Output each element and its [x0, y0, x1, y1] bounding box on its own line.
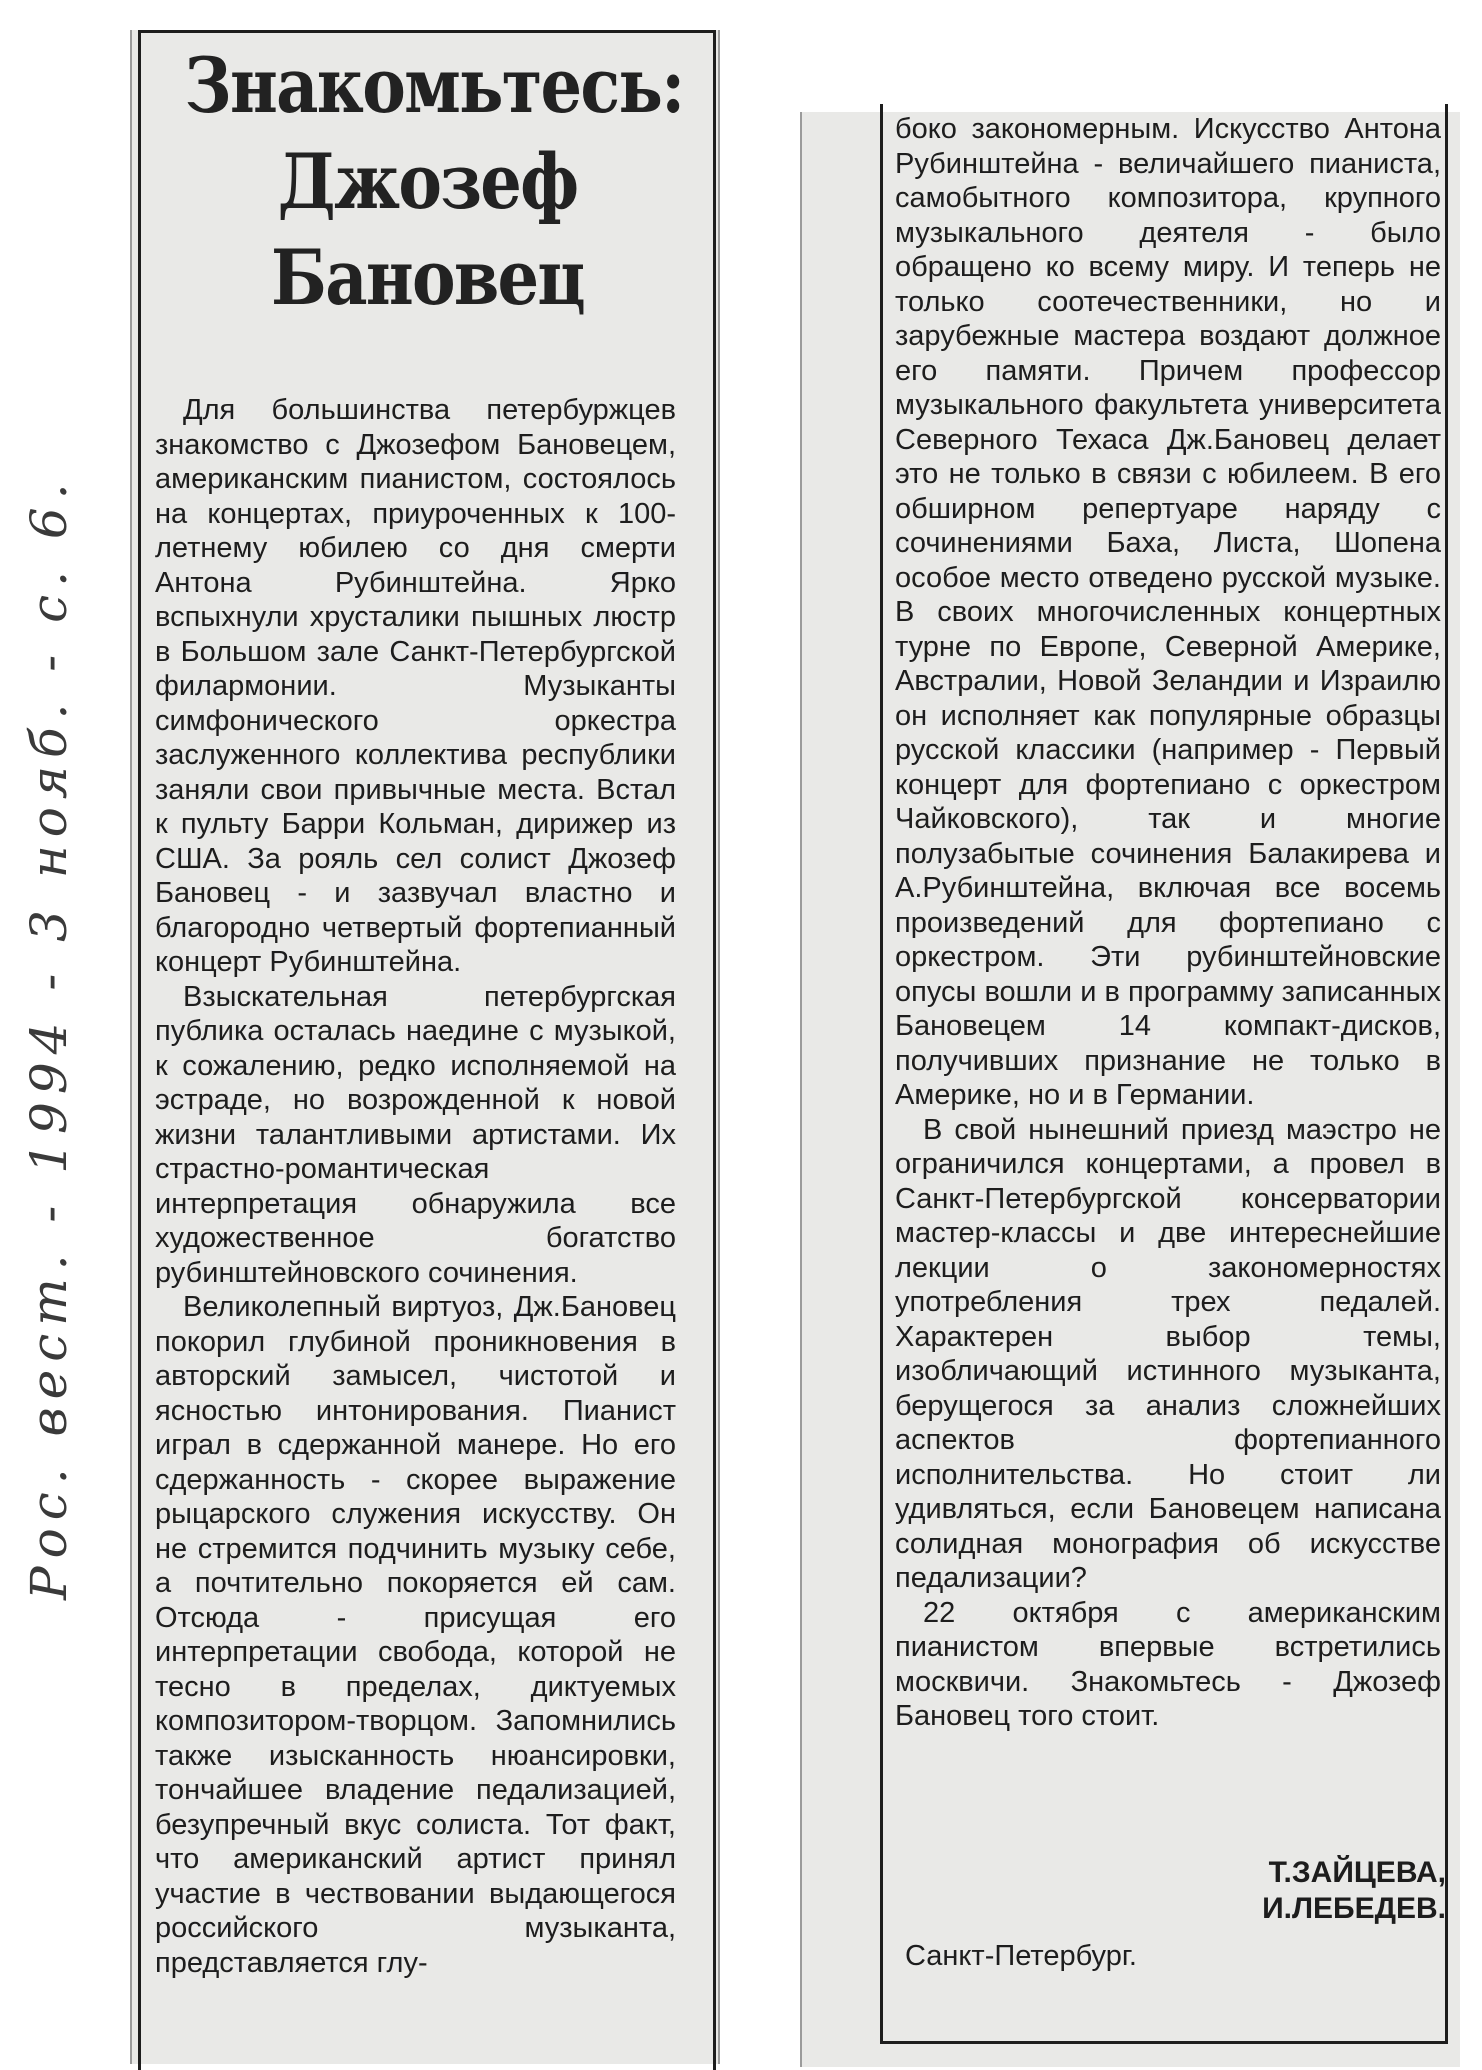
headline-line-2: Джозеф [277, 137, 578, 226]
paragraph-audience: Взыскательная петербургская публика осталась наедине с музыкой, к сожалению, редко исполняемой на эстраде, но возрожденной к новой жизни талантливыми артистами. Их страстно-романтическая интерпретация обнаружила все художественное богатство рубинштейновского сочинения. [155, 980, 676, 1289]
paragraph-virtuoso: Великолепный виртуоз, Дж.Бановец покорил глубиной проникновения в авторский замысел, чистотой и ясностью интонирования. Пианист играл в сдержанной манере. Но его сдержанность - скорее выражение рыцарского служения искусству. Он не стремится подчинить музыку себе, а почтительно покоряется ей сам. Отсюда - присущая его интерпретации свобода, которой не тесно в пределах, диктуемых композитором-творцом. Запомнились также изысканность нюансировки, тончайшее владение педализацией, безупречный вкус солиста. Тот факт, что американский артист принял участие в чествовании выдающегося российского музыканта, представляется глу- [155, 1291, 676, 1979]
article-body-right [895, 112, 1441, 1734]
article-body-left [155, 393, 676, 1980]
paragraph-masterclass: В свой нынешний приезд маэстро не ограничился концертами, а провел в Санкт-Петербургской консерватории мастер-классы и две интереснейшие лекции о закономерностях употребления трех педалей. Характерен выбор темы, изобличающий истинного музыканта, берущегося за анализ сложнейших аспектов фортепианного исполнительства. Но стоит ли удивляться, если Бановецем написана солидная монография об искусстве педализации? [895, 1113, 1441, 1594]
paragraph-continuation: боко закономерным. Искусство Антона Рубинштейна - величайшего пианиста, самобытного композитора, крупного музыкального деятеля - было обращено ко всему миру. И теперь не только соотечественники, но и зарубежные мастера воздают должное его памяти. Причем профессор музыкального факультета университета Северного Техаса Дж.Бановец делает это не только в связи с юбилеем. В его обширном репертуаре наряду с сочинениями Баха, Листа, Шопена особое место отведено русской музыке. В своих многочисленных концертных турне по Европе, Северной Америке, Австралии, Новой Зеландии и Израилю он исполняет как популярные образцы русской классики (например - Первый концерт для фортепиано с оркестром Чайковского), так и многие полузабытые сочинения Балакирева и А.Рубинштейна, включая все восемь произведений для фортепиано с оркестром. Эти рубинштейновские опусы вошли и в программу записанных Бановецем 14 компакт-дисков, получивших признание не только в Америке, но и в Германии. [895, 113, 1441, 1111]
paragraph-intro: Для большинства петербуржцев знакомство с Джозефом Бановецем, американским пианистом, состоялось на концертах, приуроченных к 100-летнему юбилею со дня смерти Антона Рубинштейна. Ярко вспыхнули хрусталики пышных люстр в Большом зале Санкт-Петербургской филармонии. Музыканты симфонического оркестра заслуженного коллектива республики заняли свои привычные места. Встал к пульту Барри Кольман, дирижер из США. За рояль сел солист Джозеф Бановец - и зазвучал властно и благородно четвертый фортепианный концерт Рубинштейна. [155, 394, 676, 978]
handwritten-source-note: Рос. вест. - 1994 - 3 нояб. - с. 6. [20, 475, 78, 1600]
author-2: И.ЛЕБЕДЕВ. [1262, 1892, 1446, 1925]
paragraph-moscow: 22 октября с американским пианистом впервые встретились москвичи. Знакомьтесь - Джозеф Бановец того стоит. [895, 1596, 1441, 1732]
article-headline [184, 38, 684, 326]
author-1: Т.ЗАЙЦЕВА, [1268, 1856, 1446, 1889]
headline-line-3: Бановец [271, 233, 584, 322]
dateline-city: Санкт-Петербург. [905, 1940, 1137, 1972]
headline-line-1: Знакомьтесь: [184, 41, 684, 130]
